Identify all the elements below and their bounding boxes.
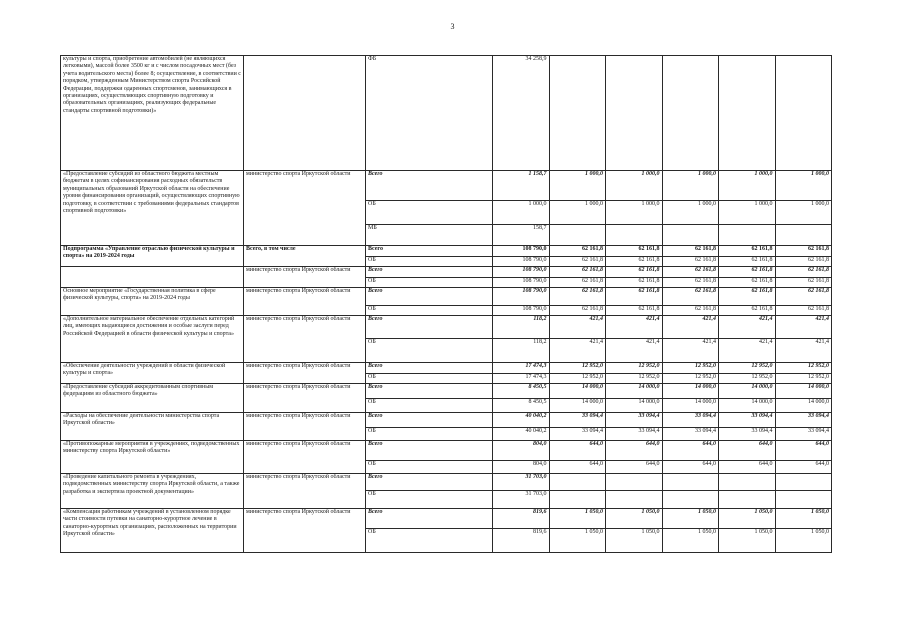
funding-source-cell: ОБ xyxy=(366,201,493,225)
year-value-cell: 14 000,0 xyxy=(606,384,663,399)
year-value-cell: 644,0 xyxy=(775,441,832,461)
year-value-cell: 1 050,0 xyxy=(606,509,663,529)
year-value-cell: 1 000,0 xyxy=(606,171,663,201)
year-value-cell xyxy=(662,491,719,509)
funding-source-cell: МБ xyxy=(366,225,493,246)
year-value-cell: 33 094,4 xyxy=(775,413,832,428)
year-value-cell xyxy=(549,225,606,246)
year-value-cell: 804,0 xyxy=(493,441,550,461)
year-value-cell: 1 000,0 xyxy=(775,201,832,225)
executor-cell: министерство спорта Иркутской области xyxy=(244,288,366,316)
year-value-cell: 1 000,0 xyxy=(549,201,606,225)
year-value-cell: 62 161,8 xyxy=(549,267,606,278)
year-value-cell: 33 094,4 xyxy=(606,413,663,428)
year-value-cell: 644,0 xyxy=(719,461,776,474)
year-value-cell: 62 161,8 xyxy=(606,288,663,306)
year-value-cell: 31 703,0 xyxy=(493,474,550,491)
year-value-cell: 62 161,8 xyxy=(549,306,606,316)
year-value-cell: 8 450,5 xyxy=(493,384,550,399)
year-value-cell: 1 050,0 xyxy=(775,529,832,553)
year-value-cell: 31 703,0 xyxy=(493,491,550,509)
year-value-cell xyxy=(662,56,719,171)
year-value-cell: 62 161,8 xyxy=(719,288,776,306)
year-value-cell: 62 161,8 xyxy=(549,257,606,267)
year-value-cell: 1 050,0 xyxy=(775,509,832,529)
executor-cell: министерство спорта Иркутской области xyxy=(244,384,366,413)
year-value-cell: 62 161,8 xyxy=(549,278,606,288)
year-value-cell xyxy=(606,56,663,171)
year-value-cell: 62 161,8 xyxy=(606,278,663,288)
year-value-cell: 33 094,4 xyxy=(719,428,776,441)
year-value-cell: 62 161,8 xyxy=(606,267,663,278)
funding-source-cell: ФБ xyxy=(366,56,493,171)
year-value-cell: 1 000,0 xyxy=(606,201,663,225)
year-value-cell: 421,4 xyxy=(662,339,719,363)
budget-table-body xyxy=(61,56,832,553)
funding-source-cell: ОБ xyxy=(366,399,493,413)
year-value-cell: 33 094,4 xyxy=(719,413,776,428)
activity-name-cell: «Предоставление субсидий из областного бюджета местным бюджетам в целях софинансирования расходных обязательств муниципальных образований Иркутской области на обеспечение уровня финансирования организаций, осуществляющих спортивную подготовку, в соответствии с требованиями федеральных стандартов спортивной подготовки» xyxy=(61,171,244,246)
funding-source-cell: Всего xyxy=(366,474,493,491)
year-value-cell: 62 161,8 xyxy=(775,306,832,316)
year-value-cell: 14 000,0 xyxy=(606,399,663,413)
year-value-cell: 33 094,4 xyxy=(549,413,606,428)
year-value-cell: 644,0 xyxy=(606,461,663,474)
year-value-cell: 644,0 xyxy=(662,461,719,474)
year-value-cell: 62 161,8 xyxy=(775,257,832,267)
year-value-cell xyxy=(719,491,776,509)
year-value-cell: 62 161,8 xyxy=(662,278,719,288)
year-value-cell xyxy=(775,56,832,171)
year-value-cell: 40 040,2 xyxy=(493,428,550,441)
year-value-cell: 108 790,0 xyxy=(493,257,550,267)
year-value-cell: 118,2 xyxy=(493,316,550,339)
year-value-cell: 62 161,8 xyxy=(606,246,663,257)
year-value-cell: 644,0 xyxy=(549,441,606,461)
year-value-cell: 1 000,0 xyxy=(719,201,776,225)
funding-source-cell: ОБ xyxy=(366,306,493,316)
year-value-cell: 1 000,0 xyxy=(662,171,719,201)
year-value-cell: 1 000,0 xyxy=(493,201,550,225)
year-value-cell: 34 258,9 xyxy=(493,56,550,171)
table-row xyxy=(61,56,832,171)
executor-cell: Всего, в том числе xyxy=(244,246,366,267)
year-value-cell: 421,4 xyxy=(662,316,719,339)
year-value-cell: 62 161,8 xyxy=(775,246,832,257)
activity-name-cell: Основное мероприятие «Государственная политика в сфере физической культуры, спорта» на 2019-2024 годы xyxy=(61,288,244,316)
funding-source-cell: Всего xyxy=(366,509,493,529)
year-value-cell: 819,6 xyxy=(493,529,550,553)
year-value-cell: 14 000,0 xyxy=(719,399,776,413)
year-value-cell: 12 952,0 xyxy=(662,363,719,374)
year-value-cell xyxy=(775,474,832,491)
year-value-cell: 644,0 xyxy=(662,441,719,461)
year-value-cell: 421,4 xyxy=(775,316,832,339)
year-value-cell: 62 161,8 xyxy=(775,267,832,278)
year-value-cell: 644,0 xyxy=(606,441,663,461)
year-value-cell xyxy=(662,474,719,491)
year-value-cell: 1 000,0 xyxy=(549,171,606,201)
activity-name-cell: «Расходы на обеспечение деятельности министерства спорта Иркутской области» xyxy=(61,413,244,441)
activity-name-cell: «Предоставление субсидий аккредитованным спортивным федерациям из областного бюджета» xyxy=(61,384,244,413)
year-value-cell: 12 952,0 xyxy=(719,374,776,384)
year-value-cell: 40 040,2 xyxy=(493,413,550,428)
funding-source-cell: ОБ xyxy=(366,428,493,441)
funding-source-cell: Всего xyxy=(366,413,493,428)
year-value-cell: 1 050,0 xyxy=(662,529,719,553)
year-value-cell: 421,4 xyxy=(549,339,606,363)
year-value-cell: 12 952,0 xyxy=(549,363,606,374)
funding-source-cell: ОБ xyxy=(366,491,493,509)
activity-name-cell: Подпрограмма «Управление отраслью физической культуры и спорта» на 2019-2024 годы xyxy=(61,246,244,267)
table-row xyxy=(61,246,832,257)
year-value-cell xyxy=(719,474,776,491)
year-value-cell: 1 000,0 xyxy=(719,171,776,201)
executor-cell xyxy=(244,56,366,171)
funding-source-cell: ОБ xyxy=(366,339,493,363)
year-value-cell xyxy=(606,225,663,246)
year-value-cell: 62 161,8 xyxy=(775,288,832,306)
executor-cell: министерство спорта Иркутской области xyxy=(244,267,366,288)
year-value-cell: 14 000,0 xyxy=(775,399,832,413)
funding-source-cell: Всего xyxy=(366,316,493,339)
year-value-cell: 62 161,8 xyxy=(775,278,832,288)
year-value-cell: 12 952,0 xyxy=(662,374,719,384)
funding-source-cell: ОБ xyxy=(366,529,493,553)
executor-cell: министерство спорта Иркутской области xyxy=(244,363,366,384)
year-value-cell: 17 474,3 xyxy=(493,363,550,374)
table-row xyxy=(61,413,832,428)
year-value-cell: 62 161,8 xyxy=(662,246,719,257)
year-value-cell: 1 050,0 xyxy=(549,529,606,553)
year-value-cell xyxy=(719,225,776,246)
year-value-cell: 33 094,4 xyxy=(606,428,663,441)
year-value-cell xyxy=(549,56,606,171)
activity-name-cell xyxy=(61,267,244,288)
year-value-cell: 421,4 xyxy=(606,316,663,339)
funding-source-cell: ОБ xyxy=(366,461,493,474)
year-value-cell: 421,4 xyxy=(775,339,832,363)
year-value-cell: 62 161,8 xyxy=(719,246,776,257)
year-value-cell: 12 952,0 xyxy=(775,374,832,384)
year-value-cell: 12 952,0 xyxy=(719,363,776,374)
table-row xyxy=(61,363,832,374)
year-value-cell: 1 158,7 xyxy=(493,171,550,201)
year-value-cell: 14 000,0 xyxy=(549,384,606,399)
year-value-cell: 421,4 xyxy=(719,316,776,339)
funding-source-cell: Всего xyxy=(366,171,493,201)
funding-source-cell: Всего xyxy=(366,363,493,374)
year-value-cell: 62 161,8 xyxy=(662,257,719,267)
executor-cell: министерство спорта Иркутской области xyxy=(244,474,366,509)
year-value-cell xyxy=(606,491,663,509)
funding-source-cell: Всего xyxy=(366,246,493,257)
year-value-cell xyxy=(775,491,832,509)
year-value-cell: 62 161,8 xyxy=(719,306,776,316)
executor-cell: министерство спорта Иркутской области xyxy=(244,509,366,553)
year-value-cell: 62 161,8 xyxy=(549,288,606,306)
year-value-cell: 62 161,8 xyxy=(719,278,776,288)
budget-table xyxy=(60,55,832,553)
year-value-cell: 421,4 xyxy=(549,316,606,339)
executor-cell: министерство спорта Иркутской области xyxy=(244,441,366,474)
table-row xyxy=(61,509,832,529)
year-value-cell: 33 094,4 xyxy=(662,413,719,428)
table-row xyxy=(61,171,832,201)
table-row xyxy=(61,441,832,461)
year-value-cell: 62 161,8 xyxy=(662,288,719,306)
activity-name-cell: культуры и спорта, приобретение автомобилей (не являющихся легковыми), массой более 3500 кг и с числом посадочных мест (без учета водительского места) более 8; осуществление, в соответствии с порядком, утвержденным Министерством спорта Российской Федерации, поддержки одаренных спортсменов, занимающихся в организациях, осуществляющих спортивную подготовку и образовательных организациях, реализующих федеральные стандарты спортивной подготовки)» xyxy=(61,56,244,171)
year-value-cell: 12 952,0 xyxy=(606,363,663,374)
activity-name-cell: «Дополнительное материальное обеспечение отдельных категорий лиц, имеющих выдающиеся достижения и особые заслуги перед Российской Федерацией в области физической культуры и спорта» xyxy=(61,316,244,363)
year-value-cell: 33 094,4 xyxy=(662,428,719,441)
year-value-cell: 804,0 xyxy=(493,461,550,474)
year-value-cell: 819,6 xyxy=(493,509,550,529)
executor-cell: министерство спорта Иркутской области xyxy=(244,171,366,246)
funding-source-cell: Всего xyxy=(366,288,493,306)
year-value-cell: 62 161,8 xyxy=(662,267,719,278)
table-row xyxy=(61,267,832,278)
year-value-cell: 108 790,0 xyxy=(493,306,550,316)
year-value-cell: 12 952,0 xyxy=(606,374,663,384)
year-value-cell: 17 474,3 xyxy=(493,374,550,384)
year-value-cell: 108 790,0 xyxy=(493,288,550,306)
year-value-cell: 158,7 xyxy=(493,225,550,246)
year-value-cell: 644,0 xyxy=(549,461,606,474)
year-value-cell: 62 161,8 xyxy=(606,257,663,267)
table-row xyxy=(61,316,832,339)
funding-source-cell: ОБ xyxy=(366,374,493,384)
year-value-cell xyxy=(549,474,606,491)
year-value-cell: 62 161,8 xyxy=(719,267,776,278)
funding-source-cell: Всего xyxy=(366,267,493,278)
year-value-cell: 644,0 xyxy=(775,461,832,474)
year-value-cell: 108 790,0 xyxy=(493,267,550,278)
funding-source-cell: Всего xyxy=(366,384,493,399)
year-value-cell: 1 050,0 xyxy=(662,509,719,529)
year-value-cell: 1 000,0 xyxy=(662,201,719,225)
year-value-cell xyxy=(606,474,663,491)
year-value-cell: 108 790,0 xyxy=(493,278,550,288)
year-value-cell xyxy=(775,225,832,246)
year-value-cell: 118,2 xyxy=(493,339,550,363)
activity-name-cell: «Проведение капитального ремонта в учреждениях, подведомственных министерству спорта Иркутской области, а также разработка и экспертиза проектной документации» xyxy=(61,474,244,509)
year-value-cell: 421,4 xyxy=(719,339,776,363)
year-value-cell: 1 050,0 xyxy=(606,529,663,553)
year-value-cell: 14 000,0 xyxy=(662,384,719,399)
year-value-cell xyxy=(662,225,719,246)
year-value-cell: 62 161,8 xyxy=(549,246,606,257)
year-value-cell: 12 952,0 xyxy=(549,374,606,384)
year-value-cell: 14 000,0 xyxy=(775,384,832,399)
year-value-cell: 33 094,4 xyxy=(775,428,832,441)
year-value-cell: 1 050,0 xyxy=(719,529,776,553)
funding-source-cell: ОБ xyxy=(366,257,493,267)
year-value-cell: 8 450,5 xyxy=(493,399,550,413)
year-value-cell: 14 000,0 xyxy=(549,399,606,413)
executor-cell: министерство спорта Иркутской области xyxy=(244,413,366,441)
table-row xyxy=(61,288,832,306)
year-value-cell: 62 161,8 xyxy=(662,306,719,316)
year-value-cell xyxy=(719,56,776,171)
table-row xyxy=(61,384,832,399)
year-value-cell: 14 000,0 xyxy=(662,399,719,413)
funding-source-cell: ОБ xyxy=(366,278,493,288)
activity-name-cell: «Противопожарные мероприятия в учреждениях, подведомственных министерству спорта Иркутской области» xyxy=(61,441,244,474)
executor-cell: министерство спорта Иркутской области xyxy=(244,316,366,363)
year-value-cell: 421,4 xyxy=(606,339,663,363)
page-number: 3 xyxy=(450,22,455,31)
year-value-cell: 33 094,4 xyxy=(549,428,606,441)
year-value-cell xyxy=(549,491,606,509)
funding-source-cell: Всего xyxy=(366,441,493,461)
year-value-cell: 14 000,0 xyxy=(719,384,776,399)
activity-name-cell: «Компенсация работникам учреждений в установленном порядке части стоимости путевки на санаторно-курортное лечение в санаторно-курортных организациях, расположенных на территории Иркутской области» xyxy=(61,509,244,553)
table-row xyxy=(61,474,832,491)
year-value-cell: 62 161,8 xyxy=(719,257,776,267)
year-value-cell: 1 000,0 xyxy=(775,171,832,201)
year-value-cell: 1 050,0 xyxy=(719,509,776,529)
activity-name-cell: «Обеспечение деятельности учреждений в области физической культуры и спорта» xyxy=(61,363,244,384)
year-value-cell: 644,0 xyxy=(719,441,776,461)
year-value-cell: 1 050,0 xyxy=(549,509,606,529)
year-value-cell: 12 952,0 xyxy=(775,363,832,374)
year-value-cell: 108 790,0 xyxy=(493,246,550,257)
year-value-cell: 62 161,8 xyxy=(606,306,663,316)
